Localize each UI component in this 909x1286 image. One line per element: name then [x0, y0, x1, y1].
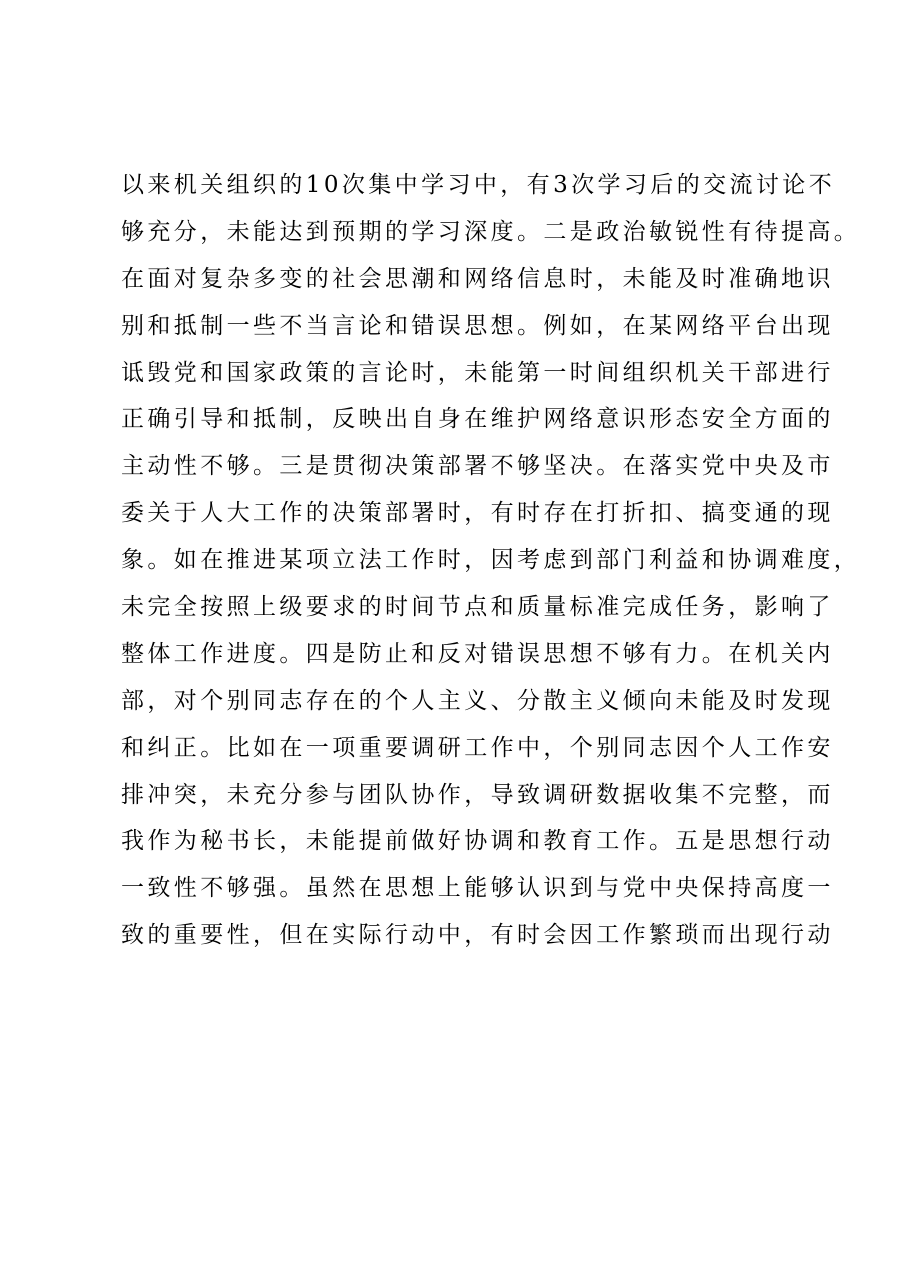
- text-line: 部，对个别同志存在的个人主义、分散主义倾向未能及时发现: [121, 687, 834, 714]
- text-line: 象。如在推进某项立法工作时，因考虑到部门利益和协调难度，: [121, 547, 861, 574]
- body-text: [121, 162, 861, 959]
- text-line: 整体工作进度。四是防止和反对错误思想不够有力。在机关内: [121, 640, 834, 667]
- text-line: 以来机关组织的10次集中学习中，有3次学习后的交流讨论不: [121, 172, 836, 198]
- text-line: 正确引导和抵制，反映出自身在维护网络意识形态安全方面的: [121, 406, 834, 433]
- text-line: 致的重要性，但在实际行动中，有时会因工作繁琐而出现行动: [121, 922, 834, 949]
- text-line: 在面对复杂多变的社会思潮和网络信息时，未能及时准确地识: [121, 265, 834, 292]
- text-line: 排冲突，未充分参与团队协作，导致调研数据收集不完整，而: [121, 781, 834, 808]
- text-line: 委关于人大工作的决策部署时，有时存在打折扣、搞变通的现: [121, 500, 834, 527]
- text-line: 别和抵制一些不当言论和错误思想。例如，在某网络平台出现: [121, 312, 834, 339]
- text-line: 和纠正。比如在一项重要调研工作中，个别同志因个人工作安: [121, 734, 834, 761]
- text-line: 我作为秘书长，未能提前做好协调和教育工作。五是思想行动: [121, 828, 834, 855]
- text-line: 诋毁党和国家政策的言论时，未能第一时间组织机关干部进行: [121, 359, 834, 386]
- text-line: 够充分，未能达到预期的学习深度。二是政治敏锐性有待提高。: [121, 218, 861, 245]
- text-line: 一致性不够强。虽然在思想上能够认识到与党中央保持高度一: [121, 875, 834, 902]
- text-line: 未完全按照上级要求的时间节点和质量标准完成任务，影响了: [121, 594, 834, 621]
- text-line: 主动性不够。三是贯彻决策部署不够坚决。在落实党中央及市: [121, 453, 834, 480]
